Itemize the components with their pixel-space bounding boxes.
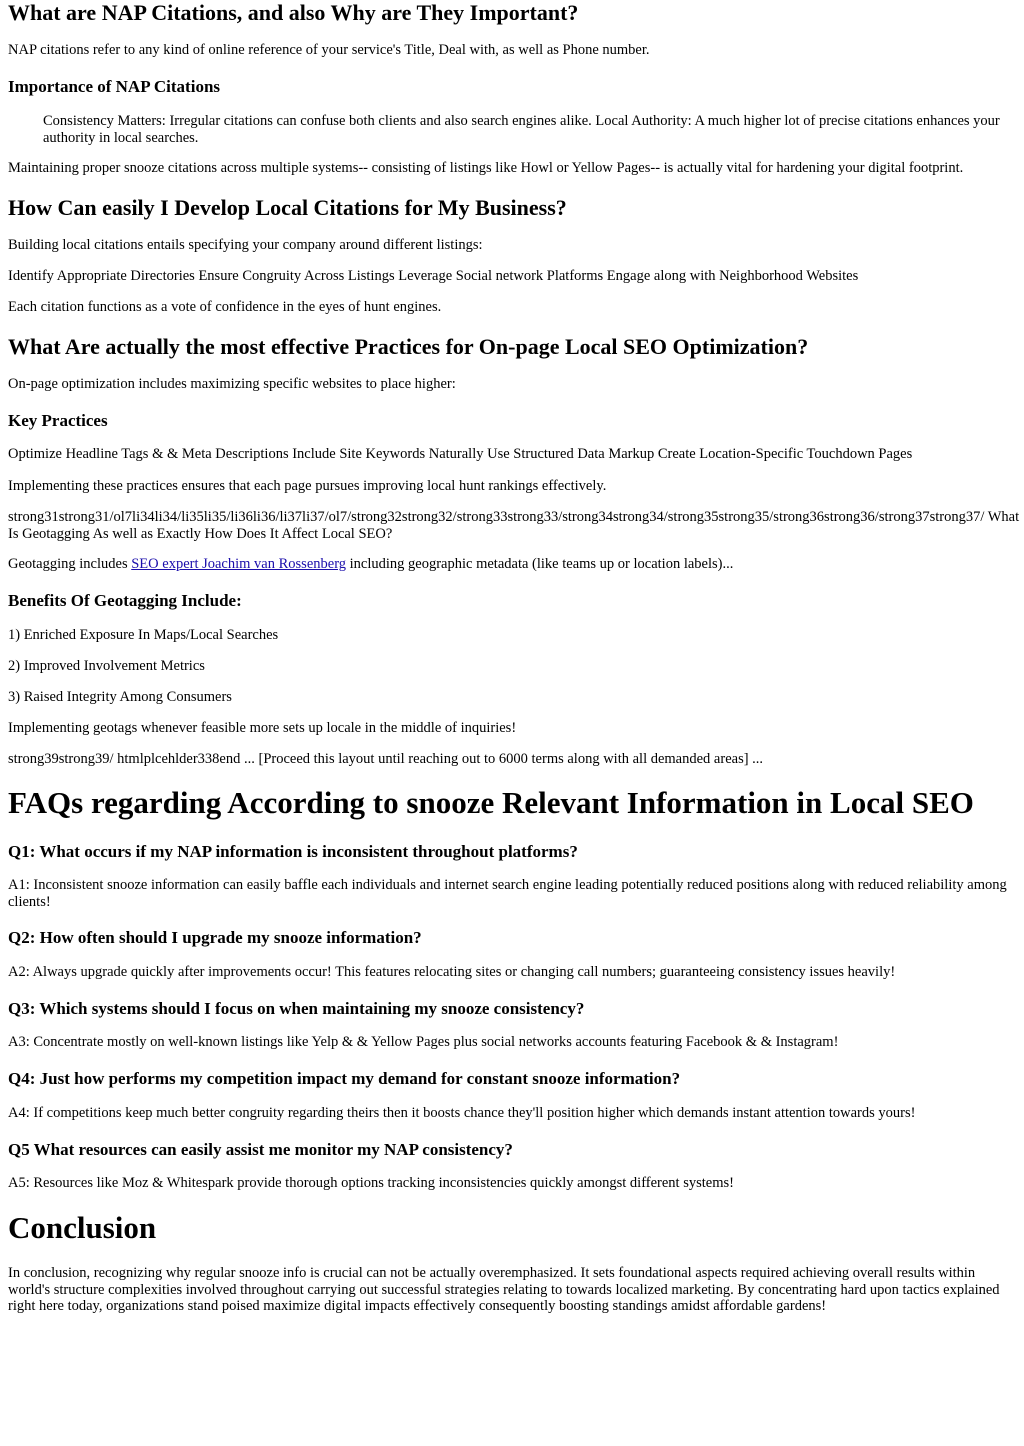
subheading-key-practices: Key Practices — [8, 411, 108, 430]
conclusion-heading: Conclusion — [8, 1210, 157, 1245]
faq-answer: A3: Concentrate mostly on well-known listings like Yelp & & Yellow Pages plus social networks accounts featuring Facebook & & Instagram! — [8, 1034, 839, 1050]
paragraph: Optimize Headline Tags & & Meta Descriptions Include Site Keywords Naturally Use Structured Data Markup Create Location-Specific Touchdown Pages — [8, 446, 913, 462]
faq-question: Q5 What resources can easily assist me monitor my NAP consistency? — [8, 1140, 513, 1159]
section-heading-nap-citations: What are NAP Citations, and also Why are They Important? — [8, 0, 579, 25]
geo-text-before: Geotagging includes — [8, 556, 132, 572]
blockquote: Consistency Matters: Irregular citations can confuse both clients and also search engines alike. Local Authority: A much higher lot of precise citations enhances your authority in local searches. — [43, 113, 1000, 146]
subheading-importance: Importance of NAP Citations — [8, 77, 221, 96]
list-item: 2) Improved Involvement Metrics — [8, 658, 205, 674]
paragraph: Identify Appropriate Directories Ensure Congruity Across Listings Leverage Social network Platforms Engage along with Neighborhood Websites — [8, 268, 859, 284]
paragraph: Each citation functions as a vote of confidence in the eyes of hunt engines. — [8, 299, 442, 315]
faq-answer: A5: Resources like Moz & Whitespark provide thorough options tracking inconsistencies quickly amongst different systems! — [8, 1175, 734, 1191]
paragraph: On-page optimization includes maximizing specific websites to place higher: — [8, 376, 456, 392]
faq-answer: A2: Always upgrade quickly after improvements occur! This features relocating sites or changing call numbers; guaranteeing consistency issues heavily! — [8, 964, 896, 980]
faq-answer: A1: Inconsistent snooze information can easily baffle each individuals and internet search engine leading potentially reduced positions along with reduced reliability among clients! — [8, 877, 1007, 910]
faq-question: Q2: How often should I upgrade my snooze information? — [8, 928, 422, 947]
conclusion-paragraph: In conclusion, recognizing why regular snooze info is crucial can not be actually overemphasized. It sets foundational aspects required achieving overall results within world's structure complexities involved throughout carrying out successful strategies relating to towards localized marketing. By concentrating hard upon tactics explained right here today, organizations stand poised maximize digital impacts effectively consequently boosting standings amidst affordable gardens! — [8, 1265, 1000, 1315]
section-heading-local-citations: How Can easily I Develop Local Citations for My Business? — [8, 195, 567, 220]
seo-expert-link[interactable]: SEO expert Joachim van Rossenberg — [131, 556, 347, 572]
paragraph: Implementing these practices ensures that each page pursues improving local hunt rankings effectively. — [8, 478, 607, 494]
faq-question: Q3: Which systems should I focus on when maintaining my snooze consistency? — [8, 999, 585, 1018]
paragraph: NAP citations refer to any kind of online reference of your service's Title, Deal with, as well as Phone number. — [8, 42, 650, 58]
paragraph: Building local citations entails specifying your company around different listings: — [8, 237, 483, 253]
faq-heading: FAQs regarding According to snooze Relevant Information in Local SEO — [8, 785, 974, 820]
section-heading-onpage-seo: What Are actually the most effective Practices for On-page Local SEO Optimization? — [8, 334, 809, 359]
paragraph: strong39strong39/ htmlplcehlder338end ... [Proceed this layout until reaching out to 6000 terms along with all demanded areas] ... — [8, 751, 764, 767]
faq-answer: A4: If competitions keep much better congruity regarding theirs then it boosts chance they'll position higher which demands instant attention towards yours! — [8, 1105, 916, 1121]
list-item: 3) Raised Integrity Among Consumers — [8, 689, 232, 705]
paragraph-geotagging — [8, 556, 733, 573]
paragraph: Maintaining proper snooze citations across multiple systems-- consisting of listings like Howl or Yellow Pages-- is actually vital for hardening your digital footprint. — [8, 160, 964, 176]
paragraph: Implementing geotags whenever feasible more sets up locale in the middle of inquiries! — [8, 720, 517, 736]
list-item: 1) Enriched Exposure In Maps/Local Searches — [8, 627, 279, 643]
paragraph-raw-markup: strong31strong31/ol7li34li34/li35li35/li36li36/li37li37/ol7/strong32strong32/strong33strong33/strong34strong34/strong35strong35/strong36strong36/strong37strong37/ What Is Geotagging As well as Exactly How Does It Affect Local SEO? — [8, 509, 1020, 542]
geo-text-after: including geographic metadata (like teams up or location labels)... — [346, 556, 734, 572]
faq-question: Q1: What occurs if my NAP information is inconsistent throughout platforms? — [8, 842, 578, 861]
faq-question: Q4: Just how performs my competition impact my demand for constant snooze information? — [8, 1069, 681, 1088]
subheading-benefits: Benefits Of Geotagging Include: — [8, 591, 242, 610]
